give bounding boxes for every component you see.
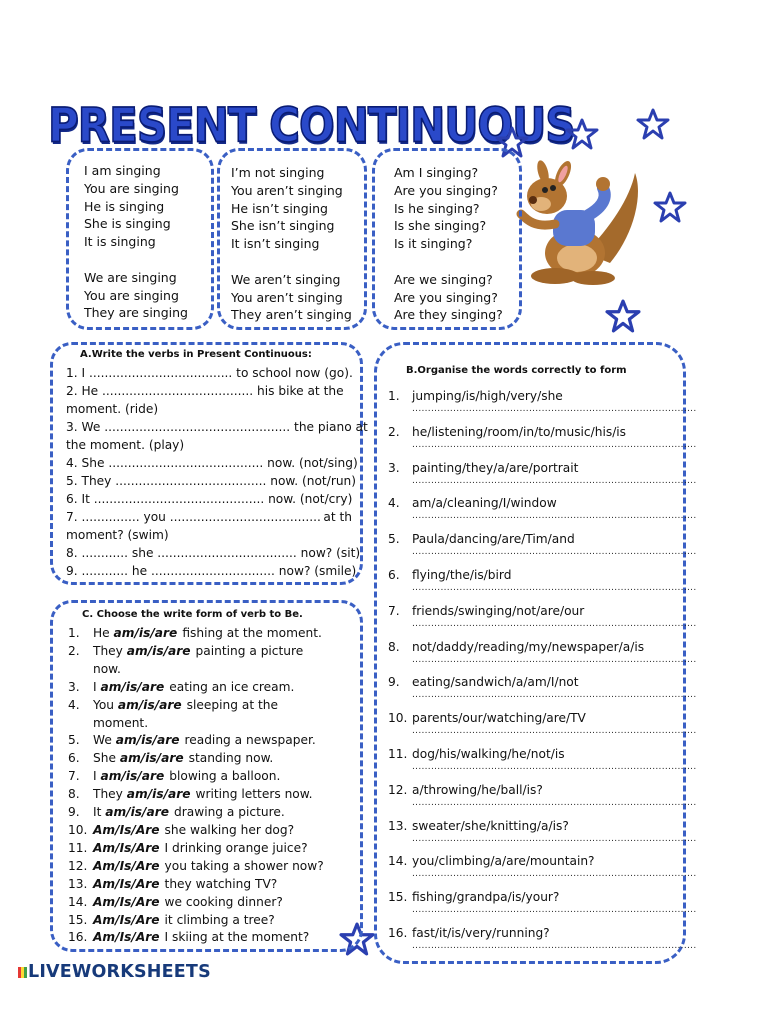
conj-line: Is he singing?	[394, 200, 480, 216]
item-rest: we cooking dinner?	[164, 894, 283, 909]
item-number: 2.	[388, 424, 400, 439]
item-number: 9.	[68, 805, 80, 820]
verb-choice[interactable]: Am/Is/Are	[93, 858, 160, 873]
exercise-line	[66, 472, 357, 490]
verb-choice[interactable]: am/is/are	[100, 769, 165, 784]
item-number: 1.	[388, 389, 400, 403]
item-number: 15.	[68, 912, 88, 927]
exercise-line	[66, 454, 358, 472]
item-text	[93, 768, 280, 786]
line-text: 2. He ....................................... his bike at the	[66, 384, 344, 398]
list-item	[68, 912, 348, 930]
conj-line: She is singing	[84, 216, 171, 232]
list-item	[388, 782, 697, 818]
item-text	[93, 643, 303, 661]
verb-choice[interactable]: Am/Is/Are	[93, 822, 160, 837]
item-body	[412, 424, 697, 460]
item-subject: They	[93, 787, 127, 802]
item-rest: they watching TV?	[164, 876, 278, 891]
conj-line: Is she singing?	[394, 218, 487, 234]
line-text: 5. They ....................................... now. (not/run)	[66, 474, 357, 488]
conj-line: We are singing	[84, 269, 177, 285]
section-c	[68, 608, 348, 947]
answer-line[interactable]: ..........................................................................................	[412, 690, 697, 701]
list-item	[388, 639, 697, 675]
item-number: 4.	[68, 697, 80, 712]
exercise-line	[66, 418, 368, 436]
item-number: 7.	[68, 769, 80, 784]
verb-choice[interactable]: Am/Is/Are	[93, 894, 160, 909]
list-item	[388, 531, 697, 567]
list-item	[388, 710, 697, 746]
item-number: 9.	[388, 675, 400, 690]
conj-line: Am I singing?	[394, 165, 479, 180]
answer-line[interactable]: ..........................................................................................	[412, 511, 697, 522]
verb-choice[interactable]: Am/Is/Are	[93, 840, 160, 855]
verb-choice[interactable]: Am/Is/Are	[93, 876, 160, 891]
item-number: 3.	[388, 460, 400, 475]
item-text	[93, 894, 283, 912]
conj-line: I’m not singing	[231, 165, 325, 180]
list-item	[388, 424, 697, 460]
liveworksheets-logo	[18, 962, 211, 982]
item-body	[412, 925, 697, 961]
item-body	[412, 531, 697, 567]
list-item	[388, 746, 697, 782]
item-number: 10.	[388, 711, 408, 726]
item-subject: He	[93, 626, 114, 640]
verb-choice[interactable]: am/is/are	[100, 679, 165, 694]
item-number: 14.	[388, 854, 408, 869]
verb-choice[interactable]: am/is/are	[126, 787, 191, 802]
list-item	[68, 697, 348, 715]
item-text	[93, 786, 312, 804]
section-a	[66, 348, 368, 580]
list-item	[388, 889, 697, 925]
conj-line: It isn’t singing	[231, 236, 320, 252]
scrambled-words: fast/it/is/very/running?	[412, 925, 550, 940]
exercise-line	[66, 508, 352, 526]
page-title: PRESENT CONTINUOUS	[48, 98, 575, 153]
item-text	[93, 697, 278, 715]
conj-line: Are they singing?	[394, 307, 503, 323]
spacer	[231, 253, 352, 271]
negative-column	[231, 164, 352, 324]
item-number: 10.	[68, 822, 88, 837]
exercise-line	[66, 544, 361, 562]
item-rest: she walking her dog?	[164, 822, 295, 837]
item-rest: I skiing at the moment?	[164, 930, 310, 945]
section-c-heading: C. Choose the write form of verb to Be.	[82, 609, 303, 620]
answer-line[interactable]: ..........................................................................................	[412, 869, 697, 880]
item-body	[412, 495, 697, 531]
scrambled-words: jumping/is/high/very/she	[412, 389, 563, 403]
item-number: 14.	[68, 894, 88, 909]
verb-choice[interactable]: am/is/are	[115, 733, 180, 748]
exercise-line	[66, 562, 357, 580]
section-a-heading: A.Write the verbs in Present Continuous:	[80, 349, 312, 360]
scrambled-words: painting/they/a/are/portrait	[412, 460, 579, 475]
item-number: 11.	[68, 840, 88, 855]
star-icon	[566, 118, 598, 150]
affirmative-column	[84, 162, 188, 322]
item-text	[93, 732, 316, 750]
item-subject: I	[93, 769, 101, 784]
list-item	[68, 804, 348, 822]
item-rest: you taking a shower now?	[164, 858, 324, 873]
list-item	[388, 674, 697, 710]
list-item	[68, 929, 348, 947]
answer-line[interactable]: ..........................................................................................	[412, 439, 697, 450]
item-subject: She	[93, 751, 120, 766]
list-item	[388, 925, 697, 961]
answer-line[interactable]: ..........................................................................................	[412, 726, 697, 737]
item-number: 3.	[68, 679, 80, 694]
conj-line: They are singing	[84, 305, 188, 321]
item-number: 6.	[68, 751, 80, 766]
item-subject: They	[93, 643, 127, 658]
scrambled-words: friends/swinging/not/are/our	[412, 603, 585, 618]
conj-line: You are singing	[84, 180, 179, 196]
conj-line: She isn’t singing	[231, 218, 335, 234]
list-item	[388, 853, 697, 889]
conj-line: He isn’t singing	[231, 200, 328, 216]
item-text	[93, 625, 322, 643]
verb-choice[interactable]: am/is/are	[117, 697, 182, 712]
conj-line: We aren’t singing	[231, 271, 341, 287]
exercise-line	[66, 382, 352, 400]
item-number: 15.	[388, 890, 408, 905]
scrambled-words: he/listening/room/in/to/music/his/is	[412, 424, 627, 439]
item-body	[412, 674, 697, 710]
item-text	[93, 912, 275, 930]
list-item	[68, 822, 348, 840]
item-rest: writing letters now.	[195, 787, 313, 802]
line-text: the moment. (play)	[66, 438, 185, 452]
item-rest: fishing at the moment.	[182, 626, 322, 640]
item-body	[412, 782, 697, 818]
list-item	[68, 625, 348, 643]
item-number: 6.	[388, 567, 400, 582]
scrambled-words: a/throwing/he/ball/is?	[412, 782, 543, 797]
line-text: 4. She ........................................ now. (not/sing)	[66, 456, 358, 470]
star-icon	[654, 191, 686, 223]
item-number: 13.	[68, 876, 88, 891]
list-item	[68, 786, 348, 804]
item-body	[412, 889, 697, 925]
answer-line[interactable]: ..........................................................................................	[412, 654, 697, 665]
item-number: 16.	[388, 925, 408, 940]
kangaroo-illustration	[515, 158, 655, 288]
line-text: moment? (swim)	[66, 528, 169, 542]
item-number: 12.	[388, 782, 408, 797]
item-body	[412, 639, 697, 675]
item-continuation: now.	[93, 661, 121, 676]
item-number: 7.	[388, 603, 400, 618]
item-text	[93, 750, 273, 768]
item-number: 1.	[68, 626, 80, 640]
section-b	[388, 364, 697, 961]
item-body	[412, 388, 697, 424]
item-continuation: moment.	[93, 715, 149, 730]
conj-line: I am singing	[84, 163, 161, 178]
list-item	[388, 818, 697, 854]
answer-line[interactable]: ..........................................................................................	[412, 582, 697, 593]
verb-choice[interactable]: am/is/are	[113, 626, 178, 640]
item-number: 2.	[68, 643, 80, 658]
scrambled-words: parents/our/watching/are/TV	[412, 711, 586, 726]
item-rest: standing now.	[188, 751, 274, 766]
item-body	[412, 567, 697, 603]
item-number: 5.	[388, 532, 400, 547]
liveworksheets-logo-icon	[18, 967, 27, 978]
line-text: 7. ............... you .......................................	[66, 510, 321, 524]
item-body	[412, 460, 697, 496]
item-rest: I drinking orange juice?	[164, 840, 308, 855]
item-number: 4.	[388, 496, 400, 511]
exercise-line	[66, 436, 352, 454]
scrambled-words: not/daddy/reading/my/newspaper/a/is	[412, 639, 645, 654]
answer-line[interactable]: ..........................................................................................	[412, 547, 697, 558]
item-body	[412, 603, 697, 639]
list-item	[388, 495, 697, 531]
exercise-line	[66, 400, 352, 418]
answer-line[interactable]: ..........................................................................................	[412, 475, 697, 486]
verb-choice[interactable]: am/is/are	[126, 643, 191, 658]
list-item	[388, 603, 697, 639]
item-number: 11.	[388, 746, 408, 761]
item-rest: painting a picture	[195, 643, 304, 658]
list-item	[68, 679, 348, 697]
list-item	[388, 567, 697, 603]
line-text-end: at th	[323, 510, 352, 524]
list-item	[388, 388, 697, 424]
item-subject: We	[93, 733, 116, 748]
item-rest: sleeping at the	[186, 697, 278, 712]
item-body	[412, 818, 697, 854]
line-text: 8. ............ she .................................... now? (sit)	[66, 546, 361, 560]
line-text: moment. (ride)	[66, 402, 159, 416]
conj-line: You are singing	[84, 287, 179, 303]
conj-line: He is singing	[84, 198, 165, 214]
item-text	[93, 679, 294, 697]
item-rest: eating an ice cream.	[169, 679, 295, 694]
item-subject: It	[93, 805, 106, 820]
list-item	[388, 460, 697, 496]
list-item	[68, 750, 348, 768]
conj-line: Are you singing?	[394, 289, 498, 305]
conj-line: You aren’t singing	[231, 289, 343, 305]
item-text	[93, 876, 277, 894]
scrambled-words: eating/sandwich/a/am/I/not	[412, 675, 579, 690]
conj-line: Are you singing?	[394, 182, 498, 198]
item-text	[93, 804, 285, 822]
list-item	[68, 732, 348, 750]
item-subject: I	[93, 679, 101, 694]
answer-line[interactable]: ..........................................................................................	[412, 833, 697, 844]
scrambled-words: you/climbing/a/are/mountain?	[412, 854, 595, 869]
conj-line: Is it singing?	[394, 236, 473, 252]
list-item	[68, 894, 348, 912]
verb-choice[interactable]: Am/Is/Are	[93, 930, 160, 945]
star-icon	[637, 108, 669, 140]
scrambled-words: am/a/cleaning/I/window	[412, 496, 557, 511]
logo-text: LIVEWORKSHEETS	[28, 962, 211, 982]
line-text: 1. I ..................................... to school now (go).	[66, 366, 353, 380]
answer-line[interactable]: ..........................................................................................	[412, 761, 697, 772]
question-column	[394, 164, 503, 324]
line-text: 6. It ............................................ now. (not/cry)	[66, 492, 353, 506]
item-subject: You	[93, 697, 118, 712]
conj-line: They aren’t singing	[231, 307, 352, 323]
list-item	[68, 643, 348, 661]
item-rest: drawing a picture.	[174, 805, 285, 820]
list-item	[68, 840, 348, 858]
answer-line[interactable]: ..........................................................................................	[412, 618, 697, 629]
conj-line: You aren’t singing	[231, 182, 343, 198]
star-icon	[606, 299, 640, 333]
verb-choice[interactable]: am/is/are	[119, 751, 184, 766]
exercise-line	[66, 364, 352, 382]
answer-line[interactable]: ..........................................................................................	[412, 905, 697, 916]
conj-line: It is singing	[84, 234, 156, 250]
item-number: 16.	[68, 930, 88, 945]
section-b-heading: B.Organise the words correctly to form	[406, 365, 627, 376]
list-item	[68, 858, 348, 876]
scrambled-words: dog/his/walking/he/not/is	[412, 746, 565, 761]
item-number: 12.	[68, 858, 88, 873]
item-number: 5.	[68, 733, 80, 748]
scrambled-words: Paula/dancing/are/Tim/and	[412, 532, 575, 547]
exercise-line	[66, 490, 352, 508]
conj-line: Are we singing?	[394, 271, 493, 287]
answer-line[interactable]: ..........................................................................................	[412, 797, 697, 808]
exercise-line	[66, 526, 352, 544]
list-item	[68, 768, 348, 786]
item-body	[412, 710, 697, 746]
scrambled-words: sweater/she/knitting/a/is?	[412, 818, 569, 833]
item-text	[93, 840, 308, 858]
item-text	[93, 822, 294, 840]
scrambled-words: fishing/grandpa/is/your?	[412, 890, 560, 905]
item-number: 8.	[388, 639, 400, 654]
line-text: 9. ............ he ................................ now? (smile)	[66, 564, 357, 578]
item-rest: reading a newspaper.	[184, 733, 316, 748]
answer-line[interactable]: ..........................................................................................	[412, 940, 697, 951]
item-number: 8.	[68, 787, 80, 802]
spacer	[84, 251, 188, 269]
item-text	[93, 858, 324, 876]
scrambled-words: flying/the/is/bird	[412, 567, 512, 582]
item-body	[412, 853, 697, 889]
verb-choice[interactable]: am/is/are	[105, 805, 170, 820]
item-body	[412, 746, 697, 782]
item-rest: it climbing a tree?	[164, 912, 275, 927]
verb-choice[interactable]: Am/Is/Are	[93, 912, 160, 927]
item-number: 13.	[388, 818, 408, 833]
line-text: 3. We ................................................ the piano at	[66, 420, 368, 434]
item-text	[93, 929, 309, 947]
list-item	[68, 876, 348, 894]
item-rest: blowing a balloon.	[169, 769, 281, 784]
spacer	[394, 253, 503, 271]
answer-line[interactable]: ..........................................................................................	[412, 404, 697, 414]
